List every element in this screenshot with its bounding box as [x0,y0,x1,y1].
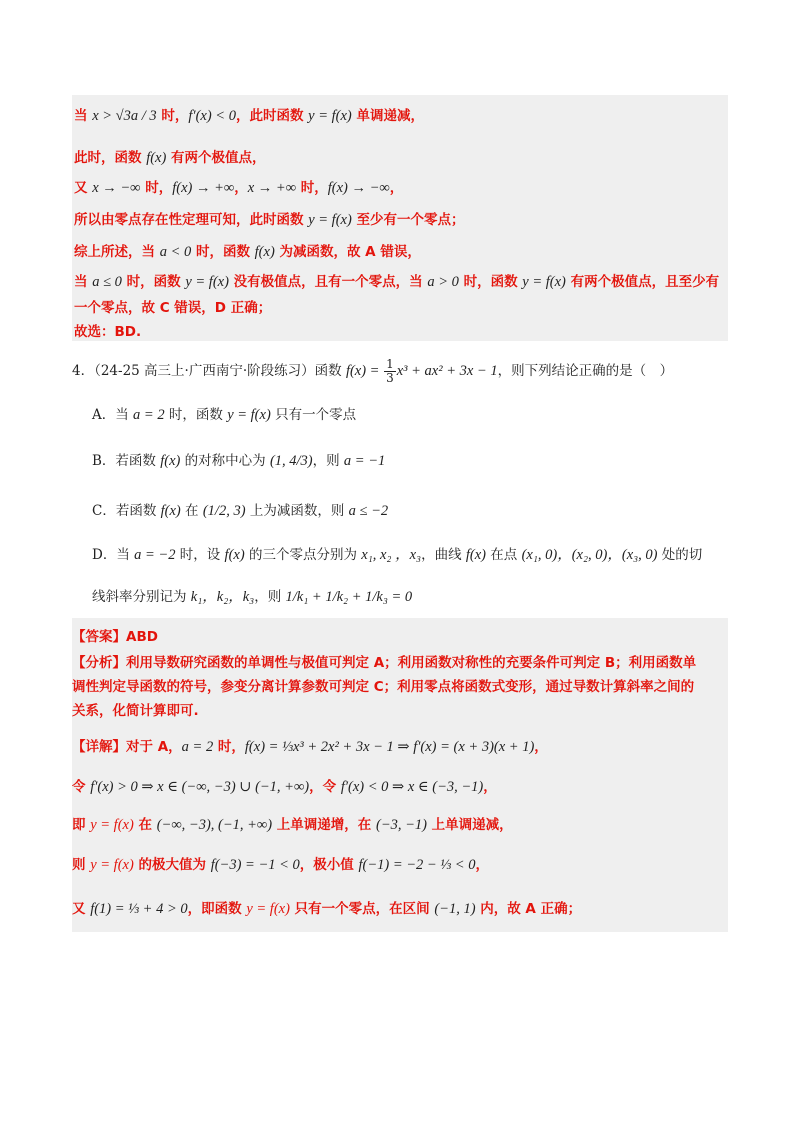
answer-line: 【答案】ABD [72,629,158,645]
solution-block-bottom [72,618,728,932]
analysis-line: 关系，化简计算即可. [72,703,199,719]
question-stem: 4．（24-25 高三上·广西南宁·阶段练习）函数 f(x) = $\frac{1}{3}$ x³ + ax² + 3x − 1，则下列结论正确的是（ ） [72,357,674,385]
solution-line: 所以由零点存在性定理可知，此时函数 y = f(x) 至少有一个零点； [74,212,465,228]
option-d-continued: 线斜率分别记为 k₁，k₂，k₃，则 1/k₁ + 1/k₂ + 1/k₃ = 0 [92,589,413,605]
option-a: A．当 a = 2 时，函数 y = f(x) 只有一个零点 [92,407,357,423]
option-d: D．当 a = −2 时，设 f(x) 的三个零点分别为 x₁, x₂ ，x₃，曲线 f(x) 在点 (x₁, 0)，(x₂, 0)，(x₃, 0) 处的切 [92,547,703,563]
detail-line: 则 y = f(x) 的极大值为 f(−3) = −1 < 0，极小值 f(−1) = −2 − ⅓ < 0， [72,857,489,873]
solution-line: 又 x → −∞ 时，f(x) → +∞，x → +∞ 时，f(x) → −∞， [74,180,404,196]
option-b: B．若函数 f(x) 的对称中心为 (1, 4/3)，则 a = −1 [92,453,386,469]
analysis-line: 调性判定导函数的符号，参变分离计算参数可判定 C；利用零点将函数式变形，通过导数计算斜率之间的 [72,679,695,695]
detail-line: 【详解】对于 A，a = 2 时，f(x) = ⅓x³ + 2x² + 3x − 1 ⇒ f′(x) = (x + 3)(x + 1)， [72,739,548,755]
solution-line: 一个零点，故 C 错误，D 正确； [74,300,272,316]
detail-line: 又 f(1) = ⅓ + 4 > 0，即函数 y = f(x) 只有一个零点，在区间 (−1, 1) 内，故 A 正确； [72,901,582,917]
detail-line: 即 y = f(x) 在 (−∞, −3), (−1, +∞) 上单调递增，在 (−3, −1) 上单调递减， [72,817,513,833]
detail-line: 令 f′(x) > 0 ⇒ x ∈ (−∞, −3) ∪ (−1, +∞)，令 f′(x) < 0 ⇒ x ∈ (−3, −1)， [72,779,497,795]
solution-line: 综上所述，当 a < 0 时，函数 f(x) 为减函数，故 A 错误， [74,244,421,260]
option-c: C．若函数 f(x) 在 (1/2, 3) 上为减函数，则 a ≤ −2 [92,503,389,519]
solution-line: 故选：BD. [74,324,142,340]
solution-line: 当 a ≤ 0 时，函数 y = f(x) 没有极值点，且有一个零点，当 a > 0 时，函数 y = f(x) 有两个极值点，且至少有 [74,274,720,290]
fraction: $\frac{1}{3}$ [386,357,394,385]
solution-line: 此时，函数 f(x) 有两个极值点， [74,150,266,166]
analysis-line: 【分析】利用导数研究函数的单调性与极值可判定 A；利用函数对称性的充要条件可判定 B；利用函数单 [72,655,697,671]
solution-block-top [72,95,728,341]
solution-line: 当 x > √3a / 3 时，f′(x) < 0，此时函数 y = f(x) 单调递减， [74,108,424,124]
